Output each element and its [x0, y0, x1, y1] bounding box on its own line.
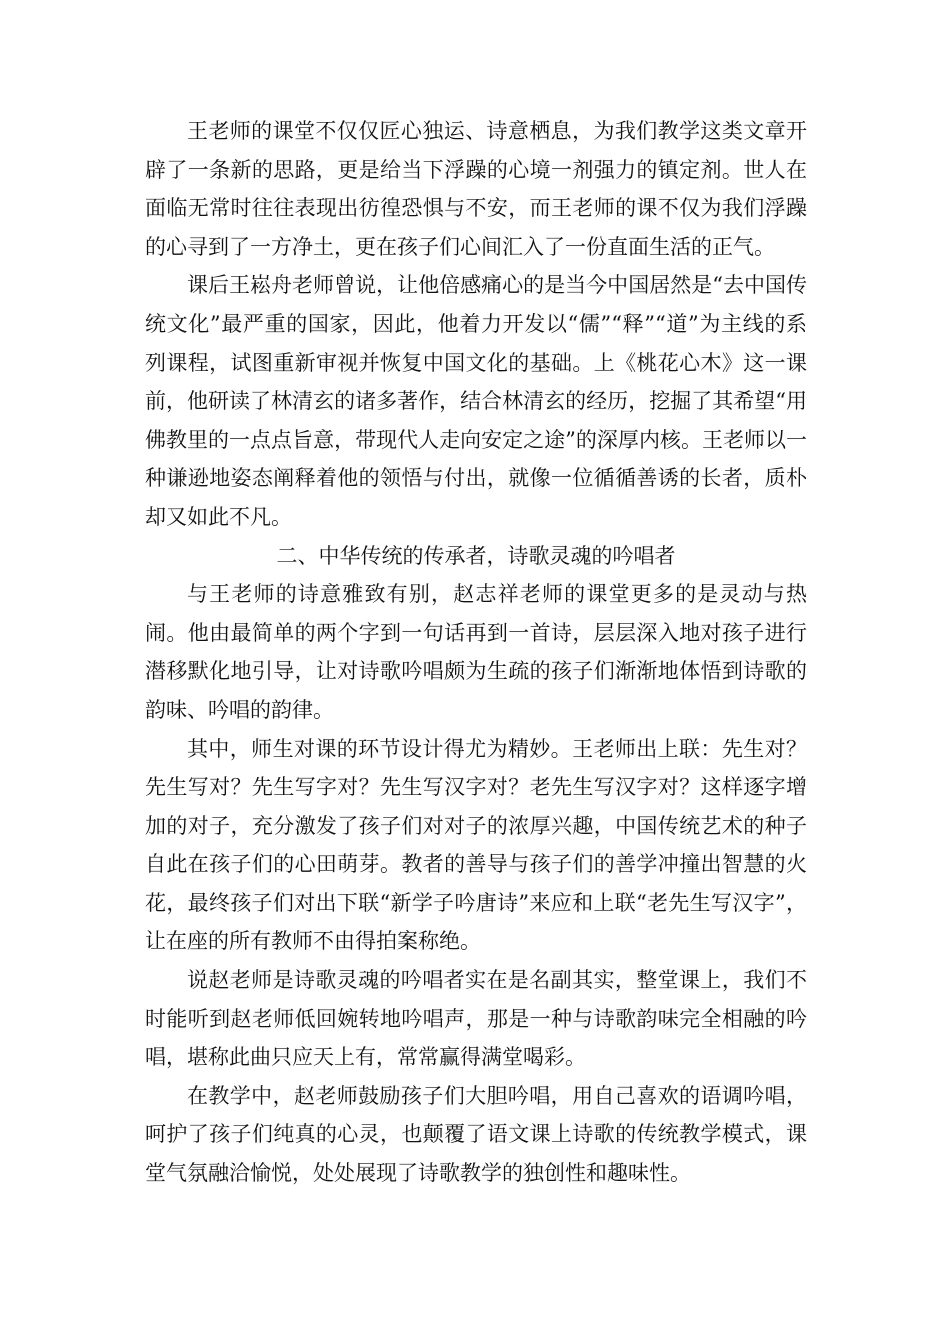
section-heading: 二、中华传统的传承者，诗歌灵魂的吟唱者 — [276, 543, 676, 568]
paragraph-4: 其中，师生对课的环节设计得尤为精妙。王老师出上联：先生对？先生写对？先生写字对？先生写汉字对？老先生写汉字对？这样逐字增加的对子，充分激发了孩子们对对子的浓厚兴趣，中国传统艺术的种子自此在孩子们的心田萌芽。教者的善导与孩子们的善学冲撞出智慧的火花，最终孩子们对出下联“新学子吟唐诗”来应和上联“老先生写汉字”，让在座的所有教师不由得拍案称绝。 — [145, 736, 807, 954]
paragraph-3: 与王老师的诗意雅致有别，赵志祥老师的课堂更多的是灵动与热闹。他由最简单的两个字到一句话再到一首诗，层层深入地对孩子进行潜移默化地引导，让对诗歌吟唱颇为生疏的孩子们渐渐地体悟到诗歌的韵味、吟唱的韵律。 — [145, 582, 807, 722]
paragraph-1: 王老师的课堂不仅仅匠心独运、诗意栖息，为我们教学这类文章开辟了一条新的思路，更是给当下浮躁的心境一剂强力的镇定剂。世人在面临无常时往往表现出彷徨恐惧与不安，而王老师的课不仅为我们浮躁的心寻到了一方净土，更在孩子们心间汇入了一份直面生活的正气。 — [145, 119, 807, 259]
document-body — [145, 112, 807, 1193]
paragraph-5: 说赵老师是诗歌灵魂的吟唱者实在是名副其实，整堂课上，我们不时能听到赵老师低回婉转地吟唱声，那是一种与诗歌韵味完全相融的吟唱，堪称此曲只应天上有，常常赢得满堂喝彩。 — [145, 968, 807, 1070]
paragraph-6: 在教学中，赵老师鼓励孩子们大胆吟唱，用自己喜欢的语调吟唱，呵护了孩子们纯真的心灵，也颠覆了语文课上诗歌的传统教学模式，课堂气氛融洽愉悦，处处展现了诗歌教学的独创性和趣味性。 — [145, 1083, 807, 1186]
paragraph-2: 课后王崧舟老师曾说，让他倍感痛心的是当今中国居然是“去中国传统文化”最严重的国家，因此，他着力开发以“儒”“释”“道”为主线的系列课程，试图重新审视并恢复中国文化的基础。上《桃花心木》这一课前，他研读了林清玄的诸多著作，结合林清玄的经历，挖掘了其希望“用佛教里的一点点旨意，带现代人走向安定之途”的深厚内核。王老师以一种谦逊地姿态阐释着他的领悟与付出，就像一位循循善诱的长者，质朴却又如此不凡。 — [145, 273, 807, 529]
